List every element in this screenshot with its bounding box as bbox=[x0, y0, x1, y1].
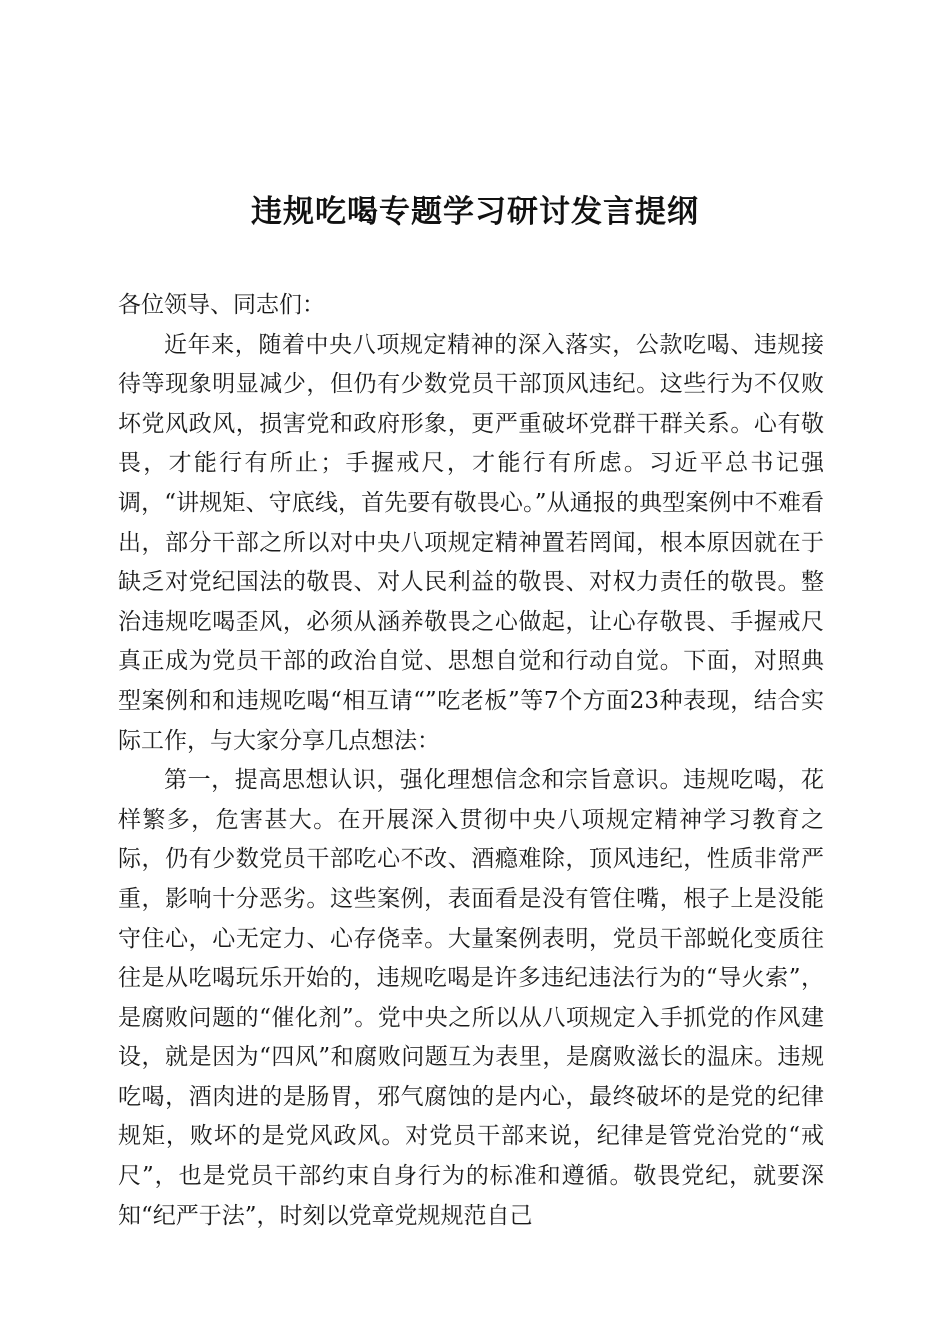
document-body bbox=[118, 286, 824, 1236]
salutation: 各位领导、同志们： bbox=[118, 292, 325, 318]
paragraph-first-point: 第一，提高思想认识，强化理想信念和宗旨意识。违规吃喝，花样繁多，危害甚大。在开展深入贯彻中央八项规定精神学习教育之际，仍有少数党员干部吃心不改、酒瘾难除，顶风违纪，性质非常严重，影响十分恶劣。这些案例，表面看是没有管住嘴，根子上是没能守住心，心无定力、心存侥幸。大量案例表明，党员干部蜕化变质往往是从吃喝玩乐开始的，违规吃喝是许多违纪违法行为的“导火索”，是腐败问题的“催化剂”。党中央之所以从八项规定入手抓党的作风建设，就是因为“四风”和腐败问题互为表里，是腐败滋长的温床。违规吃喝，酒肉进的是肠胃，邪气腐蚀的是内心，最终破坏的是党的纪律规矩，败坏的是党风政风。对党员干部来说，纪律是管党治党的“戒尺”，也是党员干部约束自身行为的标准和遵循。敬畏党纪，就要深知“纪严于法”，时刻以党章党规规范自己 bbox=[118, 767, 824, 1229]
document-title: 违规吃喝专题学习研讨发言提纲 bbox=[251, 194, 699, 230]
paragraph-intro: 近年来，随着中央八项规定精神的深入落实，公款吃喝、违规接待等现象明显减少，但仍有少数党员干部顶风违纪。这些行为不仅败坏党风政风，损害党和政府形象，更严重破坏党群干群关系。心有敬畏，才能行有所止；手握戒尺，才能行有所虑。习近平总书记强调，“讲规矩、守底线，首先要有敬畏心。”从通报的典型案例中不难看出，部分干部之所以对中央八项规定精神置若罔闻，根本原因就在于缺乏对党纪国法的敬畏、对人民利益的敬畏、对权力责任的敬畏。整治违规吃喝歪风，必须从涵养敬畏之心做起，让心存敬畏、手握戒尺真正成为党员干部的政治自觉、思想自觉和行动自觉。下面，对照典型案例和和违规吃喝“相互请“”吃老板”等7个方面23种表现，结合实际工作，与大家分享几点想法： bbox=[118, 331, 824, 754]
